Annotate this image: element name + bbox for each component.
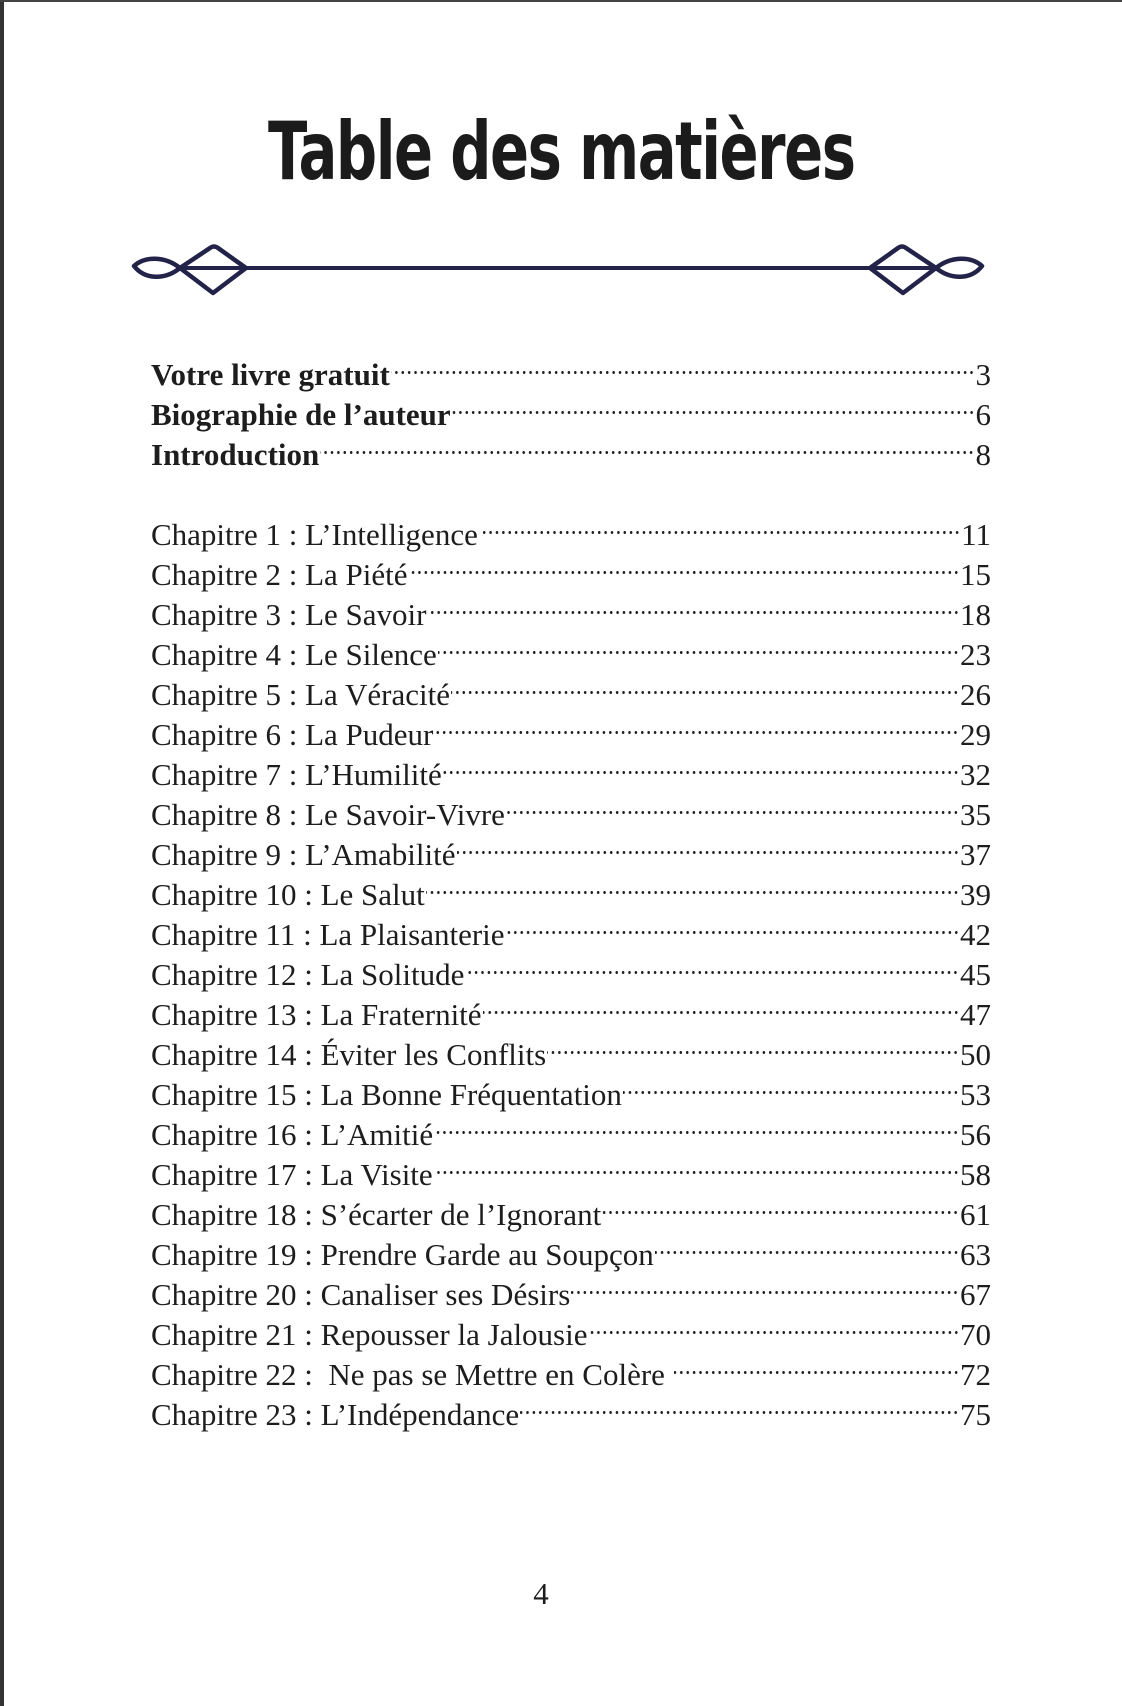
toc-entry-label: Chapitre 3 : Le Savoir bbox=[151, 597, 427, 632]
toc-entry-label: Chapitre 11 : La Plaisanterie bbox=[151, 917, 505, 952]
toc-front-matter bbox=[151, 345, 991, 472]
toc-entry[interactable] bbox=[151, 505, 991, 552]
toc-entry-label: Chapitre 8 : Le Savoir-Vivre bbox=[151, 797, 505, 832]
toc-entry-page: 8 bbox=[975, 437, 991, 472]
toc-entry-label: Chapitre 22 : Ne pas se Mettre en Colère bbox=[151, 1357, 673, 1392]
toc-entry-page: 53 bbox=[960, 1077, 991, 1112]
toc-entry-label: Chapitre 23 : L’Indépendance bbox=[151, 1397, 520, 1432]
toc-entry[interactable] bbox=[151, 345, 991, 392]
toc-entry-label: Chapitre 20 : Canaliser ses Désirs bbox=[151, 1277, 571, 1312]
dot-leader bbox=[428, 585, 960, 625]
toc-entry-label: Chapitre 14 : Éviter les Conflits bbox=[151, 1037, 547, 1072]
toc-entry-page: 37 bbox=[960, 837, 991, 872]
toc-entry-page: 32 bbox=[960, 757, 991, 792]
dot-leader bbox=[391, 345, 975, 385]
dot-leader bbox=[571, 1265, 959, 1305]
toc-entry-page: 45 bbox=[960, 957, 991, 992]
toc-entry-page: 26 bbox=[960, 677, 991, 712]
toc-entry-label: Chapitre 12 : La Solitude bbox=[151, 957, 465, 992]
toc-entry-label: Chapitre 9 : L’Amabilité bbox=[151, 837, 456, 872]
dot-leader bbox=[409, 545, 959, 585]
dot-leader bbox=[674, 1345, 959, 1385]
dot-leader bbox=[479, 505, 960, 545]
toc-entry-page: 15 bbox=[960, 557, 991, 592]
dot-leader bbox=[320, 425, 974, 465]
dot-leader bbox=[452, 385, 975, 425]
toc-entry-page: 58 bbox=[960, 1157, 991, 1192]
ornamental-divider-icon bbox=[128, 240, 988, 300]
toc-entry-label: Chapitre 2 : La Piété bbox=[151, 557, 408, 592]
dot-leader bbox=[602, 1185, 959, 1225]
dot-leader bbox=[506, 785, 959, 825]
page-edge-left bbox=[0, 0, 4, 1706]
dot-leader bbox=[434, 1105, 959, 1145]
dot-leader bbox=[623, 1065, 959, 1105]
toc-entry-page: 42 bbox=[960, 917, 991, 952]
toc-entry-label: Chapitre 10 : Le Salut bbox=[151, 877, 425, 912]
toc-entry-label: Chapitre 21 : Repousser la Jalousie bbox=[151, 1317, 588, 1352]
dot-leader bbox=[506, 905, 959, 945]
dot-leader bbox=[655, 1225, 959, 1265]
toc-entry-label: Biographie de l’auteur bbox=[151, 397, 451, 432]
dot-leader bbox=[434, 1145, 959, 1185]
toc-entry-page: 29 bbox=[960, 717, 991, 752]
page-title bbox=[0, 104, 1122, 200]
dot-leader bbox=[451, 665, 959, 705]
toc-entry-label: Chapitre 1 : L’Intelligence bbox=[151, 517, 478, 552]
toc-entry-page: 35 bbox=[960, 797, 991, 832]
dot-leader bbox=[589, 1305, 960, 1345]
toc-entry-page: 23 bbox=[960, 637, 991, 672]
toc-entry-page: 3 bbox=[975, 357, 991, 392]
toc-entry-page: 72 bbox=[960, 1357, 991, 1392]
toc-entry-label: Chapitre 16 : L’Amitié bbox=[151, 1117, 434, 1152]
page-edge-top bbox=[0, 0, 1122, 2]
toc-entry-label: Chapitre 18 : S’écarter de l’Ignorant bbox=[151, 1197, 602, 1232]
toc-entry-page: 70 bbox=[960, 1317, 991, 1352]
toc-entry-label: Chapitre 19 : Prendre Garde au Soupçon bbox=[151, 1237, 654, 1272]
toc-entry-label: Chapitre 6 : La Pudeur bbox=[151, 717, 434, 752]
toc-entry-label: Chapitre 15 : La Bonne Fréquentation bbox=[151, 1077, 622, 1112]
toc-entry-page: 18 bbox=[960, 597, 991, 632]
toc-entry-page: 11 bbox=[961, 517, 991, 552]
toc-entry-label: Votre livre gratuit bbox=[151, 357, 390, 392]
toc-entry-page: 75 bbox=[960, 1397, 991, 1432]
toc-entry-label: Chapitre 7 : L’Humilité bbox=[151, 757, 442, 792]
toc-entry-page: 67 bbox=[960, 1277, 991, 1312]
toc-entry-label: Introduction bbox=[151, 437, 320, 472]
dot-leader bbox=[434, 705, 959, 745]
dot-leader bbox=[443, 745, 959, 785]
toc-entry-label: Chapitre 4 : Le Silence bbox=[151, 637, 437, 672]
dot-leader bbox=[520, 1385, 959, 1425]
toc-entry-page: 50 bbox=[960, 1037, 991, 1072]
dot-leader bbox=[547, 1025, 959, 1065]
dot-leader bbox=[426, 865, 959, 905]
toc-entry-label: Chapitre 13 : La Fraternité bbox=[151, 997, 482, 1032]
page-number: 4 bbox=[533, 1576, 549, 1611]
toc-entry-page: 61 bbox=[960, 1197, 991, 1232]
dot-leader bbox=[457, 825, 960, 865]
page-title-text: Table des matières bbox=[267, 105, 855, 198]
toc-entry-label: Chapitre 17 : La Visite bbox=[151, 1157, 433, 1192]
dot-leader bbox=[465, 945, 959, 985]
toc-entry-page: 63 bbox=[960, 1237, 991, 1272]
dot-leader bbox=[483, 985, 959, 1025]
toc-chapters bbox=[151, 505, 991, 1432]
toc-entry-page: 56 bbox=[960, 1117, 991, 1152]
dot-leader bbox=[438, 625, 959, 665]
toc-entry-page: 39 bbox=[960, 877, 991, 912]
toc-entry-page: 6 bbox=[975, 397, 991, 432]
toc-entry-label: Chapitre 5 : La Véracité bbox=[151, 677, 450, 712]
toc-entry-page: 47 bbox=[960, 997, 991, 1032]
